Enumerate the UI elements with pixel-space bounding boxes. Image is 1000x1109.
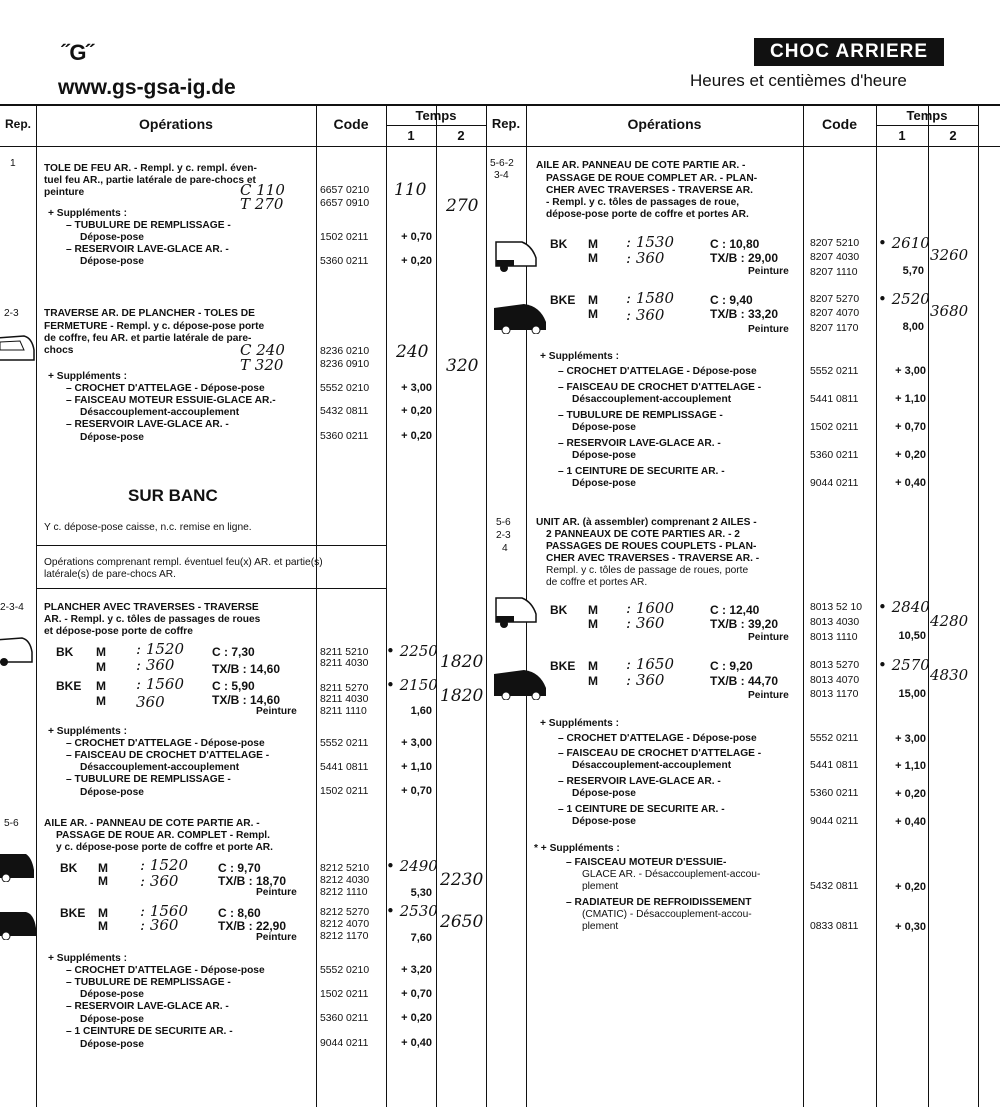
supplements-label: + Suppléments : [540,351,619,362]
handwritten-m: : 360 [626,249,665,267]
variant-tx: TX/B : 29,00 [710,251,779,265]
code: 5552 0211 [810,733,859,744]
code: 5552 0210 [320,383,370,394]
operation-title: et dépose-pose porte de coffre [44,626,193,637]
time-value: + 0,20 [895,449,926,461]
time-value: + 3,00 [401,382,432,394]
supplement-item: plement [582,881,619,892]
supplements-label: + Suppléments : [48,371,127,382]
supplement-item: – CROCHET D'ATTELAGE - Dépose-pose [66,965,265,976]
supplement-item: – CROCHET D'ATTELAGE - Dépose-pose [66,738,265,749]
time-value: + 0,20 [895,881,926,893]
supplement-item: – CROCHET D'ATTELAGE - Dépose-pose [558,733,757,744]
handwritten-time: 270 [446,196,479,216]
variant-c: C : 9,40 [710,293,753,307]
code: 5360 0211 [810,450,859,461]
code: 5552 0211 [810,366,859,377]
code: 5552 0211 [320,738,369,749]
variant-c: C : 8,60 [218,906,261,920]
time-value: + 0,70 [401,988,432,1000]
handwritten-time: 3680 [930,302,969,320]
col-temps-2: 2 [457,128,465,143]
code: 5360 0211 [810,788,859,799]
operation-title: dépose-pose porte de coffre et portes AR. [546,209,749,220]
operation-title: AILE AR. - PANNEAU DE COTE PARTIE AR. - [44,818,260,829]
supplement-item: – FAISCEAU DE CROCHET D'ATTELAGE - [66,750,270,761]
supplement-item: – TUBULURE DE REMPLISSAGE - [558,410,723,421]
code: 5360 0211 [320,431,369,442]
operation-title: AR. - Rempl. y c. tôles de passages de roues [44,614,261,625]
code: 5360 0211 [320,1013,369,1024]
variant-m: M [588,251,598,265]
variant-label: BKE [60,906,86,920]
variant-label: BK [56,645,74,659]
code: 5432 0811 [810,881,859,892]
operation-title: AILE AR. PANNEAU DE COTE PARTIE AR. - [536,160,746,171]
code: 8212 5210 [320,863,370,874]
supplement-item: – FAISCEAU MOTEUR D'ESSUIE- [566,857,727,868]
code: 5432 0811 [320,406,369,417]
supplement-item: Dépose-pose [80,1014,144,1025]
rep-number: 2-3 [4,308,19,319]
supplements-label: + Suppléments : [48,726,127,737]
handwritten-time: • 2520 [878,290,930,308]
variant-m: M [588,237,598,251]
code: 9044 0211 [320,1038,369,1049]
variant-c: C : 9,70 [218,861,261,875]
variant-c: C : 10,80 [710,237,760,251]
operation-title: peinture [44,187,85,198]
time-value: 7,60 [410,932,432,944]
car-side-icon [492,666,548,700]
peinture-label: Peinture [256,932,297,943]
supplement-item: Dépose-pose [572,788,636,799]
time-value: + 0,20 [401,1012,432,1024]
code: 5441 0811 [810,760,859,771]
time-value: + 0,70 [895,421,926,433]
time-value: + 0,40 [895,477,926,489]
time-value: 5,30 [410,887,432,899]
code: 8236 0910 [320,359,370,370]
handwritten-time: 3260 [930,246,969,264]
time-value: + 0,40 [401,1037,432,1049]
operation-title: CHER AVEC TRAVERSES - TRAVERSE AR. - [546,553,760,564]
code: 8207 1170 [810,323,859,334]
code: 8207 5210 [810,238,860,249]
operation-title: de coffre, feu AR. et partie latérale de pare- [44,333,252,344]
operation-title: TRAVERSE AR. DE PLANCHER - TOLES DE [44,308,255,319]
variant-m: M [588,674,598,688]
supplement-item: GLACE AR. - Désaccouplement-accou- [582,869,761,880]
divider [36,104,37,1107]
operation-title: FERMETURE - Rempl. y c. dépose-pose porte [44,321,265,332]
supplement-item: – CROCHET D'ATTELAGE - Dépose-pose [66,383,265,394]
peinture-label: Peinture [748,690,789,701]
handwritten-time: • 2490 [386,857,438,875]
supplement-item: Dépose-pose [572,816,636,827]
rep-number: 5-6 [496,517,511,528]
supplements-label: + Suppléments : [48,953,127,964]
code: 8207 4070 [810,308,860,319]
code: 8013 1170 [810,689,859,700]
handwritten-m: : 360 [140,872,179,890]
supplement-item: Désaccouplement-accouplement [80,407,240,418]
supplement-item: – 1 CEINTURE DE SECURITE AR. - [558,804,725,815]
temps-divider [386,125,486,126]
supplement-item: Désaccouplement-accouplement [80,762,240,773]
variant-tx: TX/B : 14,60 [212,693,281,707]
supplement-item: Dépose-pose [80,256,144,267]
car-side-icon [492,238,540,272]
code: 1502 0211 [810,422,859,433]
divider [803,104,804,1107]
variant-c: C : 5,90 [212,679,255,693]
handwritten-m: : 1520 [136,640,184,658]
handwritten-time: 1820 [440,652,484,672]
operation-title: - Rempl. y c. tôles de passages de roue, [546,197,740,208]
variant-m: M [98,874,108,888]
sur-banc-heading: SUR BANC [128,486,218,505]
handwritten-time: • 2150 [386,676,438,694]
handwritten-note: T 320 [240,356,284,374]
operation-title: de coffre et portes AR. [546,577,648,588]
handwritten-note: C 240 [240,341,285,359]
handwritten-time: 4280 [930,612,969,630]
code: 8013 4070 [810,675,860,686]
code: 8212 4070 [320,919,370,930]
handwritten-time: 2230 [440,870,484,890]
operation-title: PASSAGE DE ROUE AR. COMPLET - Rempl. [56,830,270,841]
operation-title: tuel feu AR., partie latérale de pare-chocs et [44,175,256,186]
time-value: + 0,70 [401,231,432,243]
operation-title: Rempl. y c. tôles de passage de roues, porte [546,565,749,576]
supplement-item: Dépose-pose [572,422,636,433]
rep-number: 3-4 [494,170,509,181]
supplement-item: (CMATIC) - Désaccouplement-accou- [582,909,752,920]
variant-m: M [96,694,106,708]
operation-title: PASSAGE DE ROUE COMPLET AR. - PLAN- [546,173,758,184]
time-value: 15,00 [898,688,926,700]
variant-tx: TX/B : 14,60 [212,662,281,676]
handwritten-m: : 1530 [626,233,674,251]
time-value: + 0,30 [895,921,926,933]
temps-divider [876,125,978,126]
supplement-item: Dépose-pose [572,478,636,489]
time-value: 8,00 [902,321,924,333]
operation-title: PLANCHER AVEC TRAVERSES - TRAVERSE [44,602,259,613]
code: 9044 0211 [810,816,859,827]
time-value: + 0,70 [401,785,432,797]
code: 8211 5210 [320,647,369,658]
supplements-label: + Suppléments : [48,208,127,219]
variant-tx: TX/B : 22,90 [218,919,287,933]
time-value: + 1,10 [895,760,926,772]
handwritten-time: • 2570 [878,656,930,674]
code: 8211 4030 [320,658,369,669]
sur-banc-note: Y c. dépose-pose caisse, n.c. remise en ligne. [44,522,252,533]
variant-m: M [96,679,106,693]
time-value: + 0,20 [401,430,432,442]
handwritten-time: 240 [396,342,429,362]
handwritten-m: : 1520 [140,856,188,874]
row-divider [36,588,386,589]
divider [978,104,979,1107]
variant-tx: TX/B : 44,70 [710,674,779,688]
handwritten-m: : 360 [136,656,175,674]
time-value: 5,70 [902,265,924,277]
code: 5360 0211 [320,256,369,267]
divider [436,104,437,1107]
col-temps-header: Temps [415,108,457,123]
time-value: + 3,00 [895,365,926,377]
time-value: + 3,20 [401,964,432,976]
code: 8211 1110 [320,706,367,717]
variant-label: BKE [550,659,576,673]
variant-tx: TX/B : 18,70 [218,874,287,888]
code: 8207 5270 [810,294,860,305]
code: 8212 5270 [320,907,370,918]
operation-title: 2 PANNEAUX DE COTE PARTIES AR. - 2 [546,529,740,540]
supplement-item: – RESERVOIR LAVE-GLACE AR. - [558,438,721,449]
code: 6657 0910 [320,198,370,209]
code: 5441 0811 [320,762,369,773]
supplement-item: – 1 CEINTURE DE SECURITE AR. - [558,466,725,477]
variant-m: M [98,919,108,933]
rep-number: 5-6 [4,818,19,829]
website-url: www.gs-gsa-ig.de [58,76,236,99]
handwritten-time: • 2840 [878,598,930,616]
handwritten-m: : 1600 [626,599,674,617]
col-temps-2: 2 [949,128,957,143]
code: 8013 1110 [810,632,858,643]
variant-m: M [588,293,598,307]
supplement-item: – CROCHET D'ATTELAGE - Dépose-pose [558,366,757,377]
variant-m: M [588,307,598,321]
supplement-item: – 1 CEINTURE DE SECURITE AR. - [66,1026,233,1037]
supplement-item: Dépose-pose [80,1039,144,1050]
time-value: + 3,00 [401,737,432,749]
supplement-item: – FAISCEAU DE CROCHET D'ATTELAGE - [558,748,762,759]
divider [316,104,317,1107]
supplement-item: Dépose-pose [80,787,144,798]
supplement-item: – TUBULURE DE REMPLISSAGE - [66,977,231,988]
handwritten-note: C 110 [240,181,285,199]
variant-label: BK [550,237,568,251]
code: 8207 1110 [810,267,858,278]
handwritten-time: 320 [446,356,479,376]
code: 9044 0211 [810,478,859,489]
peinture-label: Peinture [748,632,789,643]
supplement-item: – RESERVOIR LAVE-GLACE AR. - [66,419,229,430]
code: 6657 0210 [320,185,370,196]
car-side-icon [492,594,540,628]
peinture-label: Peinture [748,266,789,277]
time-value: + 1,10 [895,393,926,405]
supplement-item: Dépose-pose [80,989,144,1000]
supplement-item: plement [582,921,619,932]
car-side-icon [0,906,40,940]
time-value: + 0,20 [895,788,926,800]
col-temps-header: Temps [906,108,948,123]
supplements-label: + Suppléments : [540,718,619,729]
peinture-label: Peinture [256,887,297,898]
handwritten-time: 2650 [440,912,484,932]
code: 1502 0211 [320,786,369,797]
rep-number: 1 [10,158,16,169]
supplement-item: – TUBULURE DE REMPLISSAGE - [66,774,231,785]
rep-number: 2-3 [496,530,511,541]
variant-c: C : 12,40 [710,603,760,617]
time-value: 10,50 [898,630,926,642]
col-code-header: Code [822,116,857,132]
car-side-icon [492,300,548,334]
handwritten-m: : 1560 [140,902,188,920]
header-divider [0,146,1000,147]
code: 8212 1110 [320,887,368,898]
peinture-label: Peinture [748,324,789,335]
code: 5552 0210 [320,965,370,976]
time-value: + 0,40 [895,816,926,828]
variant-m: M [588,603,598,617]
handwritten-time: 110 [394,180,427,200]
handwritten-m: : 1560 [136,675,184,693]
handwritten-m: : 360 [626,671,665,689]
col-rep-header: Rep. [491,116,521,131]
variant-c: C : 9,20 [710,659,753,673]
variant-tx: TX/B : 33,20 [710,307,779,321]
code: 8212 1170 [320,931,369,942]
operation-title: chocs [44,345,74,356]
code: 8207 4030 [810,252,860,263]
code: 1502 0211 [320,989,369,1000]
rep-number: 4 [502,543,508,554]
time-value: 1,60 [410,705,432,717]
variant-label: BKE [56,679,82,693]
section-subtitle: Heures et centièmes d'heure [690,71,907,90]
time-value: + 0,20 [401,405,432,417]
operation-title: UNIT AR. (à assembler) comprenant 2 AILES - [536,517,757,528]
rep-number: 2-3-4 [0,602,24,613]
variant-m: M [96,660,106,674]
variant-tx: TX/B : 39,20 [710,617,779,631]
handwritten-time: • 2250 [386,642,438,660]
handwritten-time: 4830 [930,666,969,684]
row-divider [36,545,386,546]
supplement-item: – FAISCEAU MOTEUR ESSUIE-GLACE AR.- [66,395,276,406]
operation-title: TOLE DE FEU AR. - Rempl. y c. rempl. éven- [44,163,257,174]
supplement-item: Désaccouplement-accouplement [572,760,732,771]
supplement-item: – FAISCEAU DE CROCHET D'ATTELAGE - [558,382,762,393]
variant-m: M [588,659,598,673]
variant-m: M [96,645,106,659]
peinture-label: Peinture [256,706,297,717]
car-side-icon [0,848,40,882]
col-operations-header: Opérations [139,116,213,132]
code: 8013 5270 [810,660,860,671]
supplement-item: Dépose-pose [80,432,144,443]
col-operations-header: Opérations [627,116,702,132]
supplement-item: Dépose-pose [80,232,144,243]
code: 1502 0211 [320,232,369,243]
code: 8236 0210 [320,346,370,357]
supplement-item: – RESERVOIR LAVE-GLACE AR. - [66,244,229,255]
time-value: + 3,00 [895,733,926,745]
variant-m: M [98,906,108,920]
supplement-item: Désaccouplement-accouplement [572,394,732,405]
handwritten-m: : 360 [626,614,665,632]
handwritten-m: : 360 [626,306,665,324]
time-value: + 1,10 [401,761,432,773]
code: 8013 52 10 [810,602,863,613]
code: 8212 4030 [320,875,370,886]
car-outline-icon [0,330,42,364]
col-code-header: Code [333,116,369,132]
divider [876,104,877,1107]
col-rep-header: Rep. [4,117,31,131]
ops-note: Opérations comprenant rempl. éventuel feu(x) AR. et partie(s) [44,557,323,568]
rep-number: 5-6-2 [490,158,514,169]
col-temps-1: 1 [407,128,415,143]
supplement-item: – RADIATEUR DE REFROIDISSEMENT [566,897,752,908]
operation-title: PASSAGES DE ROUES COUPLETS - PLAN- [546,541,757,552]
variant-m: M [98,861,108,875]
handwritten-m: : 1580 [626,289,674,307]
variant-label: BKE [550,293,576,307]
code: 5441 0811 [810,394,859,405]
supplement-item: – TUBULURE DE REMPLISSAGE - [66,220,231,231]
supplement-item: – RESERVOIR LAVE-GLACE AR. - [558,776,721,787]
handwritten-m: 360 [136,693,165,711]
variant-label: BK [60,861,78,875]
doc-letter: ˝G˝ [62,40,94,65]
operation-title: CHER AVEC TRAVERSES - TRAVERSE AR. [546,185,753,196]
divider [486,104,487,1107]
ops-note: latérale(s) de pare-chocs AR. [44,569,176,580]
supplement-item: – RESERVOIR LAVE-GLACE AR. - [66,1001,229,1012]
col-temps-1: 1 [898,128,906,143]
code: 8013 4030 [810,617,860,628]
supplement-item: Dépose-pose [572,450,636,461]
handwritten-m: : 1650 [626,655,674,673]
variant-m: M [588,617,598,631]
handwritten-time: • 2530 [386,902,438,920]
variant-c: C : 7,30 [212,645,255,659]
code: 8211 4030 [320,694,369,705]
supplements-label: * + Suppléments : [534,843,620,854]
handwritten-note: T 270 [240,195,284,213]
handwritten-time: 1820 [440,686,484,706]
operation-title: y c. dépose-pose porte de coffre et porte AR. [56,842,273,853]
section-title: CHOC ARRIERE [754,38,944,66]
time-value: + 0,20 [401,255,432,267]
car-outline-icon [0,632,40,666]
handwritten-time: • 2610 [878,234,930,252]
code: 8211 5270 [320,683,369,694]
variant-label: BK [550,603,568,617]
handwritten-m: : 360 [140,916,179,934]
code: 0833 0811 [810,921,859,932]
